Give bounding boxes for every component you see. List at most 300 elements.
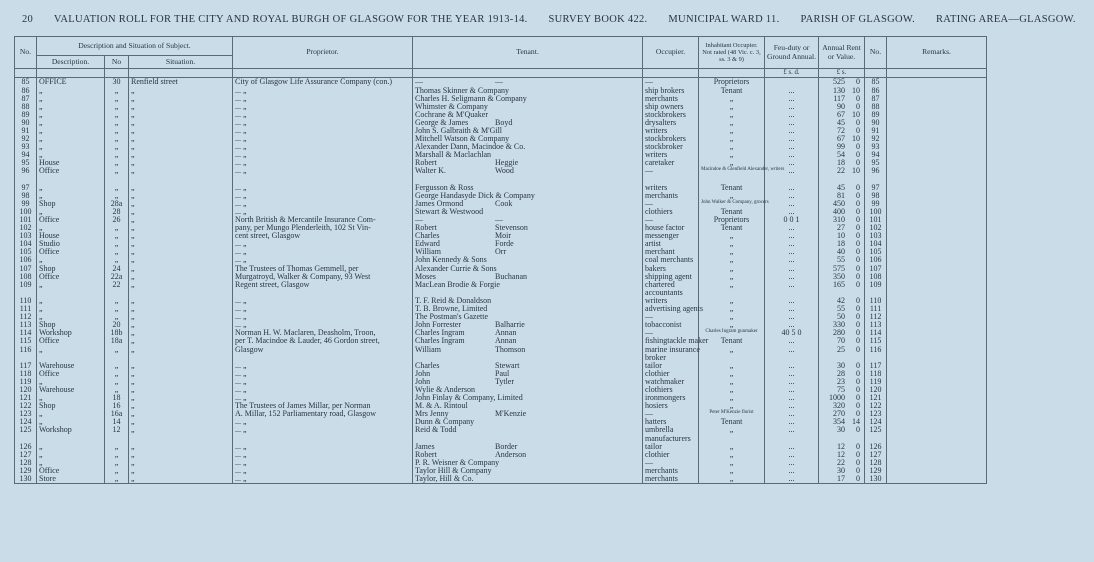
table-row [15,281,987,289]
row-proprietor: ... „ [233,256,413,264]
rent-shillings: 0 [856,223,861,233]
rent-shillings: 0 [856,142,861,152]
row-occupier: „ [699,256,765,264]
row-situation: „ [129,95,233,103]
rent-shillings: 10 [852,109,861,119]
tenant-surname: — [495,215,504,224]
row-sub-no: „ [105,240,129,248]
row-description: Office [37,337,105,345]
row-occupation: fishingtackle maker [643,337,699,345]
row-situation: „ [129,467,233,475]
tenant-name: Stewart & Westwood [415,206,484,216]
row-feu-duty: ... [765,297,819,305]
row-description: „ [37,418,105,426]
row-tenant [413,159,643,167]
row-sub-no: 16 [105,402,129,410]
row-occupier: „ [699,281,765,289]
rent-shillings: 0 [856,328,861,338]
row-occupier: „ [699,305,765,313]
row-no-right: 123 [865,410,887,418]
row-no: 106 [15,256,37,264]
row-proprietor: ... „ [233,370,413,378]
row-feu-duty: ... [765,321,819,329]
tenant-name: Robert [415,449,437,459]
rent-pounds: 30 [837,425,846,435]
col-description-group: Description and Situation of Subject. [37,37,233,56]
tenant-surname: M'Kenzie [495,409,527,419]
row-occupation: hatters [643,418,699,426]
tenant-surname: Annan [495,328,517,338]
row-tenant [413,362,643,370]
row-occupation: writers [643,297,699,305]
row-occupier: Tenant [699,337,765,345]
rent-pounds: 280 [833,328,846,338]
row-remarks [887,135,987,143]
rent-pounds: 99 [837,142,846,152]
row-no-right: 111 [865,305,887,313]
row-no: 90 [15,119,37,127]
parish: PARISH OF GLASGOW. [800,14,916,25]
row-situation: „ [129,410,233,418]
row-description: „ [37,394,105,402]
row-no: 125 [15,426,37,434]
row-remarks [887,240,987,248]
rent-shillings: 0 [856,376,861,386]
row-remarks [887,418,987,426]
rent-pounds: 81 [837,190,846,200]
row-remarks [887,216,987,224]
row-sub-no: „ [105,95,129,103]
row-occupation: — [643,216,699,224]
row-sub-no: „ [105,232,129,240]
row-sub-no: „ [105,443,129,451]
row-no: 107 [15,265,37,273]
row-tenant [413,426,643,434]
tenant-name: John [415,368,431,378]
row-remarks [887,200,987,208]
row-proprietor: ... „ [233,119,413,127]
row-remarks [887,184,987,192]
row-situation: „ [129,265,233,273]
row-sub-no: 24 [105,265,129,273]
row-situation: „ [129,378,233,386]
row-no-right: 129 [865,467,887,475]
row-proprietor: ... „ [233,321,413,329]
row-occupation: house factor [643,224,699,232]
row-proprietor: ... „ [233,143,413,151]
row-occupier: Proprietors [699,78,765,87]
row-occupation: merchants [643,475,699,484]
row-proprietor: ... „ [233,192,413,200]
rent-shillings: 0 [856,279,861,289]
row-occupier: Peter M'Kenzie florist [699,410,765,418]
row-situation: „ [129,240,233,248]
rent-shillings: 0 [856,360,861,370]
row-no: 100 [15,208,37,216]
row-description: Office [37,370,105,378]
row-sub-no: 30 [105,78,129,87]
row-no: 92 [15,135,37,143]
tenant-name: William [415,247,441,257]
row-proprietor: ... „ [233,240,413,248]
row-occupation: coal merchants [643,256,699,264]
tenant-surname: Wood [495,166,514,176]
row-situation: „ [129,321,233,329]
row-description: House [37,159,105,167]
row-occupier: „ [699,127,765,135]
tenant-name: M. & A. Rintoul [415,401,468,411]
row-no-right: 130 [865,475,887,484]
row-situation: „ [129,151,233,159]
row-sub-no: 20 [105,321,129,329]
row-no: 124 [15,418,37,426]
row-no: 86 [15,87,37,95]
tenant-surname: Cook [495,198,513,208]
row-sub-no: „ [105,119,129,127]
row-sub-no: 12 [105,426,129,434]
tenant-name: Walter K. [415,166,446,176]
row-description: Office [37,216,105,224]
row-feu-duty: ... [765,159,819,167]
row-sub-no: „ [105,87,129,95]
rent-pounds: 12 [837,441,846,451]
tenant-name: P. R. Weisner & Company [415,457,500,467]
row-occupier: John Walker & Company, grocers [699,200,765,208]
row-situation: „ [129,273,233,281]
rent-pounds: 30 [837,360,846,370]
rent-shillings: 0 [856,425,861,435]
row-proprietor: ... „ [233,111,413,119]
rent-shillings: 0 [856,198,861,208]
tenant-name: Fergusson & Ross [415,182,474,192]
row-proprietor: ... „ [233,167,413,175]
row-sub-no: „ [105,224,129,232]
row-proprietor: Glasgow [233,346,413,354]
tenant-surname: Anderson [495,449,527,459]
tenant-name: T. B. Browne, Limited [415,304,488,314]
row-no: 99 [15,200,37,208]
rent-pounds: 17 [837,474,846,483]
row-situation: „ [129,119,233,127]
row-situation: Renfield street [129,78,233,87]
rent-pounds: 25 [837,344,846,354]
row-no-right: 118 [865,370,887,378]
row-feu-duty: ... [765,337,819,345]
row-proprietor [233,435,413,443]
row-remarks [887,127,987,135]
row-description: „ [37,256,105,264]
row-no: 103 [15,232,37,240]
row-feu-duty: 0 0 1 [765,216,819,224]
row-occupation: shipping agent [643,273,699,281]
row-occupation: stockbroker [643,143,699,151]
row-proprietor: ... „ [233,95,413,103]
row-remarks [887,426,987,434]
row-occupation: hosiers [643,402,699,410]
row-no-right: 91 [865,127,887,135]
row-occupation: artist [643,240,699,248]
row-proprietor: ... „ [233,208,413,216]
row-remarks [887,143,987,151]
row-sub-no: „ [105,135,129,143]
row-no-right: 105 [865,248,887,256]
row-description: Office [37,167,105,175]
row-sub-no: „ [105,386,129,394]
row-sub-no: 18 [105,394,129,402]
row-occupier: Proprietors [699,216,765,224]
row-no-right: 103 [865,232,887,240]
row-remarks [887,313,987,321]
row-occupation: umbrella [643,426,699,434]
row-sub-no: „ [105,167,129,175]
row-description: House [37,232,105,240]
row-sub-no: 22 [105,281,129,289]
row-remarks [887,159,987,167]
row-feu-duty: ... [765,192,819,200]
rent-shillings: 0 [856,255,861,265]
row-sub-no: „ [105,297,129,305]
row-description: „ [37,192,105,200]
row-proprietor: ... „ [233,248,413,256]
row-tenant [413,443,643,451]
row-no: 122 [15,402,37,410]
row-description: „ [37,281,105,289]
tenant-surname: Stevenson [495,223,528,233]
row-annual-rent [819,475,865,484]
row-occupation: writers [643,184,699,192]
row-occupier: „ [699,459,765,467]
row-occupier: Macindoe & Glenfield Alexander, writers [699,167,765,175]
row-occupier: „ [699,192,765,200]
row-situation: „ [129,394,233,402]
rent-pounds: 45 [837,182,846,192]
row-proprietor: ... „ [233,305,413,313]
col-remarks: Remarks. [887,37,987,69]
row-sub-no: „ [105,378,129,386]
tenant-name: Taylor Hill & Company [415,465,492,475]
row-no-right: 93 [865,143,887,151]
row-description: „ [37,459,105,467]
row-no-right: 88 [865,103,887,111]
tenant-surname: Balharrie [495,320,525,330]
row-remarks [887,459,987,467]
row-occupier: „ [699,240,765,248]
tenant-surname: Boyd [495,117,513,127]
row-proprietor: per T. Macindoe & Lauder, 46 Gordon street, [233,337,413,345]
survey-book: SURVEY BOOK 422. [548,14,648,25]
row-situation: „ [129,184,233,192]
tenant-name: George & James [415,117,469,127]
row-occupation: messenger [643,232,699,240]
feu-currency: £ s. d. [765,69,819,78]
rent-pounds: 575 [833,263,846,273]
row-description: „ [37,184,105,192]
row-feu-duty: ... [765,475,819,484]
row-no: 115 [15,337,37,345]
rent-pounds: 165 [833,279,846,289]
row-occupier: „ [699,159,765,167]
row-proprietor: ... „ [233,386,413,394]
row-proprietor [233,176,413,184]
row-no: 105 [15,248,37,256]
row-no-right: 109 [865,281,887,289]
rent-shillings: 10 [852,134,861,144]
row-occupation: advertising agents [643,305,699,313]
row-no: 130 [15,475,37,484]
col-situation: Situation. [129,56,233,69]
row-feu-duty: ... [765,135,819,143]
row-proprietor: The Trustees of James Millar, per Norman [233,402,413,410]
row-occupier: „ [699,362,765,370]
rent-shillings: 0 [856,465,861,475]
row-occupation: chartered [643,281,699,289]
row-feu-duty: ... [765,378,819,386]
row-no: 129 [15,467,37,475]
row-description: Studio [37,240,105,248]
row-no: 110 [15,297,37,305]
row-feu-duty: ... [765,394,819,402]
row-no-right: 90 [865,119,887,127]
row-description: „ [37,95,105,103]
row-tenant [413,281,643,289]
row-proprietor [233,354,413,362]
rent-pounds: 40 [837,247,846,257]
row-feu-duty: ... [765,248,819,256]
row-remarks [887,265,987,273]
row-sub-no: „ [105,248,129,256]
row-situation: „ [129,426,233,434]
row-remarks [887,297,987,305]
row-description: „ [37,103,105,111]
row-feu-duty: ... [765,281,819,289]
row-remarks [887,87,987,95]
row-no-right: 122 [865,402,887,410]
row-tenant [413,265,643,273]
rent-shillings: 0 [856,190,861,200]
row-sub-no: 16a [105,410,129,418]
row-no: 120 [15,386,37,394]
rent-pounds: 1000 [829,393,846,403]
rent-shillings: 10 [852,166,861,176]
row-sub-no: „ [105,103,129,111]
row-occupation: writers [643,127,699,135]
row-tenant [413,354,643,362]
row-description: OFFICE [37,78,105,87]
row-description: „ [37,87,105,95]
tenant-surname: Paul [495,368,510,378]
tenant-name: John Kennedy & Sons [415,255,487,265]
row-occupier: „ [699,321,765,329]
rent-pounds: 70 [837,336,846,346]
row-situation: „ [129,337,233,345]
row-occupation: — [643,200,699,208]
row-no-right: 106 [865,256,887,264]
row-no-right: 85 [865,78,887,87]
tenant-surname: Stewart [495,360,520,370]
row-description: Shop [37,402,105,410]
row-situation: „ [129,248,233,256]
row-feu-duty: ... [765,256,819,264]
rent-pounds: 18 [837,158,846,168]
tenant-name: John Forrester [415,320,462,330]
rent-pounds: 12 [837,449,846,459]
row-situation: „ [129,451,233,459]
col-tenant: Tenant. [413,37,643,69]
row-proprietor: ... „ [233,103,413,111]
row-sub-no: „ [105,467,129,475]
row-proprietor: ... „ [233,451,413,459]
row-no-right: 89 [865,111,887,119]
row-feu-duty: ... [765,418,819,426]
row-occupier: Charles Ingram gunmaker [699,329,765,337]
row-sub-no: „ [105,143,129,151]
row-feu-duty: ... [765,313,819,321]
rent-pounds: 55 [837,255,846,265]
rent-pounds: 320 [833,401,846,411]
row-no: 96 [15,167,37,175]
row-proprietor: ... „ [233,378,413,386]
row-no: 114 [15,329,37,337]
row-no: 94 [15,151,37,159]
rent-pounds: 72 [837,125,846,135]
row-occupation: — [643,167,699,175]
row-occupier: „ [699,386,765,394]
row-description: „ [37,143,105,151]
row-proprietor: ... „ [233,313,413,321]
row-proprietor: ... „ [233,475,413,484]
row-feu-duty: 40 5 0 [765,329,819,337]
row-proprietor: Murgatroyd, Walker & Company, 93 West [233,273,413,281]
rent-pounds: 28 [837,368,846,378]
row-proprietor: City of Glasgow Life Assurance Company (con.) [233,78,413,87]
row-occupier: „ [699,119,765,127]
row-proprietor: ... „ [233,443,413,451]
rent-pounds: 525 [833,77,846,87]
row-no-right: 128 [865,459,887,467]
row-no: 113 [15,321,37,329]
row-no: 89 [15,111,37,119]
page-number: 20 [22,14,34,25]
row-no-right: 113 [865,321,887,329]
rent-pounds: 54 [837,150,846,160]
row-occupier: „ [699,135,765,143]
row-no-right: 96 [865,167,887,175]
row-feu-duty: ... [765,208,819,216]
row-tenant [413,151,643,159]
row-no: 119 [15,378,37,386]
row-remarks [887,167,987,175]
row-remarks [887,329,987,337]
row-occupation: — [643,410,699,418]
tenant-name: Dunn & Company [415,417,475,427]
row-occupation: drysalters [643,119,699,127]
row-occupation: merchants [643,467,699,475]
row-occupation: merchant [643,248,699,256]
row-no-right: 125 [865,426,887,434]
row-remarks [887,151,987,159]
rent-pounds: 45 [837,117,846,127]
col-sub-no: No [105,56,129,69]
rent-shillings: 0 [856,368,861,378]
row-occupation: stockbrokers [643,111,699,119]
row-proprietor: ... „ [233,297,413,305]
row-remarks [887,224,987,232]
rent-pounds: 18 [837,239,846,249]
row-feu-duty: ... [765,459,819,467]
tenant-name: Mrs Jenny [415,409,449,419]
row-description: „ [37,151,105,159]
row-situation: „ [129,216,233,224]
